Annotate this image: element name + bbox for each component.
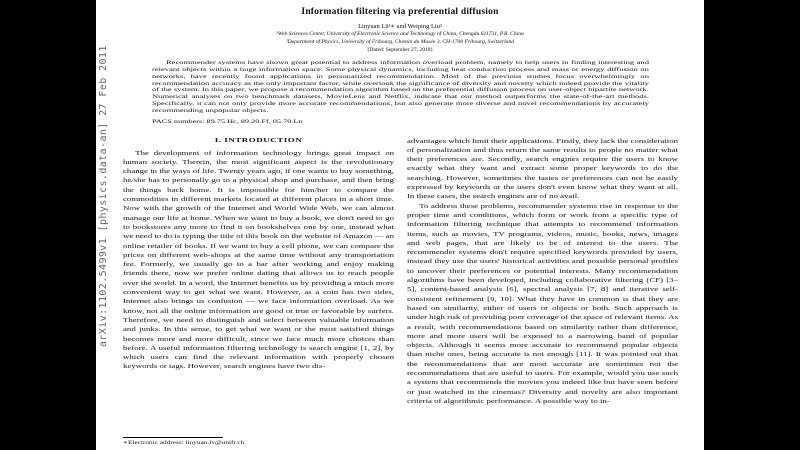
arxiv-watermark: arXiv:1102.5499v1 [physics.data-an] 27 Feb 2011	[98, 45, 109, 347]
footnote-divider	[123, 437, 223, 438]
abstract-block	[152, 60, 649, 124]
right-column	[407, 137, 677, 407]
footnote-block	[123, 437, 394, 446]
right-column-text	[407, 137, 678, 407]
paper-title: Information filtering via preferential diffusion	[301, 7, 499, 17]
page-content	[123, 7, 677, 406]
pacs-line: PACS numbers: 89.75.Hc, 89.20.Ff, 05.70.Ln	[151, 118, 303, 125]
paper-page	[96, 0, 704, 450]
footnote-email: ∗Electronic address: linyuan.lv@unifr.ch	[123, 439, 245, 446]
left-column	[123, 137, 393, 407]
affiliation-2: ²Department of Physics, University of Fribourg, Chemin du Musée 3, CH-1700 Fribourg, Switzerland	[285, 38, 515, 45]
author-line: Linyuan Lü¹∗ and Weiping Liu²	[358, 23, 442, 30]
two-column-layout	[123, 137, 677, 407]
intro-paragraph: The development of information technology brings great impact on human society. Therein, the most significant aspect is the revolutionary change in the ways of life. Twenty years ago, if one wants to buy something, he/she has to personally go to a physical shop and purchase, and then bring the things back home. It is impossible for him/her to compare the commodities in different markets located at different places in a short time. Now with the growth of the Internet and World Wide Web, we can almost manage our life at home. When we want to buy a book, we don't need to go to bookstores any more to find it on bookshelves one by one, instead what we need to do is typing the title of this book on the website of Amazon — an online retailer of books. If we want to buy a cell phone, we can compare the prices on different web-shops at the same time without any transportation fee. Formerly, we usually go to a bar after working and enjoy making friends there, now we prefer online dating that allows us to reach people over the world. In a word, the Internet benefits us by providing a much more convenient way to get what we want. However, as a coin has two sides, Internet also brings us confusion — we face information overload. As we know, not all the online information are good or true or favorable by surfers. Therefore, we need to distinguish and select between valuable information and junks. In this sense, to get what we want or the most satisfied things becomes more and more difficult, since we face much more choices than before. A useful information filtering technology is search engine [1, 2], by which users can find the relevant information with properly chosen keywords or tags. However, search engines have two dis-	[123, 149, 394, 371]
section-heading-introduction: I. INTRODUCTION	[214, 136, 303, 144]
right-paragraph-2: To address these problems, recommender systems rise in response to the proper time and conditions, which form or work from a specific type of information filtering technique that attempts to recommend information items, such as movies, TV programs, videos, music, books, news, images and web pages, that are likely to be of interest to the users. The recommender systems don't require specified keywords provided by users, instead they use the users' historical activities and possible personal profiles to uncover their preferences or potential interests. Many recommendation algorithms have been developed, including collaborative filtering (CF) [3–5], content-based analysis [6], spectral analysis [7, 8] and iterative self-consistent refinement [9, 10]. What they have in common is that they are based on similarity, either of users or objects or both. Such approach is under high risk of providing poor coverage of the space of relevant items. As a result, with recommendations based on similarity rather than difference, more and more users will be exposed to a narrowing band of popular objects. Although it seems more accurate to recommend popular objects than niche ones, being accurate is not enough [11]. It was pointed out that the recommendations that are most accurate are sometimes not the recommendations that are useful to users. For example, would you use such a system that recommends the movies you indeed like but have seen before or just watched in the cinemas? Diversity and novelty are also important criteria of algorithmic performance. A possible way to in-	[407, 202, 678, 405]
left-column-text	[123, 137, 394, 372]
date-line: (Dated: September 27, 2018)	[367, 47, 433, 54]
abstract-text: Recommender systems have shown great potential to address information overload problem, namely to help users in finding interesting and relevant objects within a huge information space. Some physical dynamics, including heat conduction process and mass or energy diffusion on networks, have recently found applications in personalized recommendation. Most of the previous studies focus overwhelmingly on recommendation accuracy as the only important factor, while overlook the significance of diversity and novelty which indeed provide the vitality of the system. In this paper, we propose a recommendation algorithm based on the preferential diffusion process on user-object bipartite network. Numerical analyses on two benchmark datasets, MovieLens and Netflix, indicate that our method outperforms the state-of-the-art methods. Specifically, it can not only provide more accurate recommendations, but also generate more diverse and novel recommendations by accurately recommending unpopular objects.	[151, 60, 649, 114]
affiliation-1: ¹Web Sciences Center, University of Electronic Science and Technology of China, Chengdu 611731, P.R. China	[276, 31, 524, 37]
right-paragraph-1: advantages which limit their applications. Firstly, they lack the consideration of personalization and thus return the same results to people no matter what their preferences are. Secondly, search engines require the users to know exactly what they want and extract some proper keywords to do the searching. However, sometimes the tastes or preferences can not be easily expressed by keywords or the users don't even know what they want at all. In these cases, the search engines are of no avail.	[407, 137, 678, 201]
